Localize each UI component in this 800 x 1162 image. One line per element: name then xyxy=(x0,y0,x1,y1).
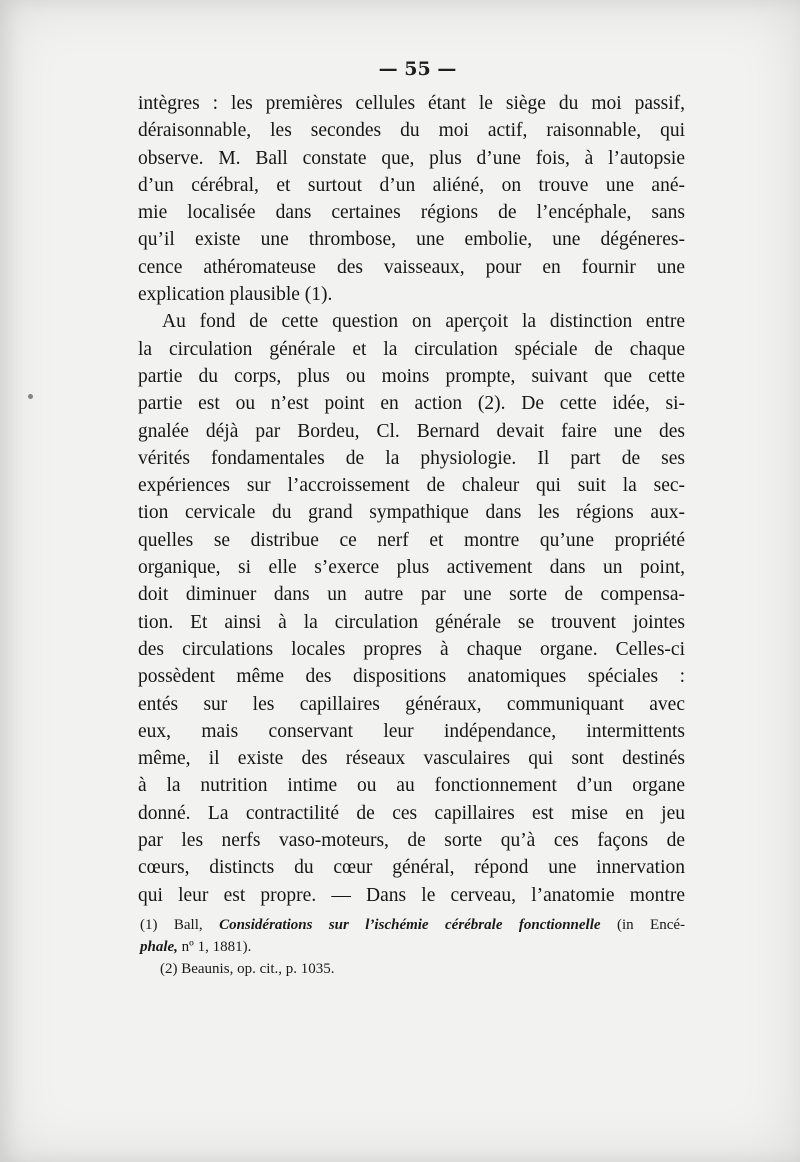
footnote-1-label: (1) Ball, xyxy=(140,917,203,933)
text-line: qu’il existe une thrombose, une embolie, une dégéneres- xyxy=(138,229,685,251)
text-line: vérités fondamentales de la physiologie. Il part de ses xyxy=(138,447,685,469)
margin-ink-spot xyxy=(28,394,33,399)
footnote-1-journal: phale, xyxy=(140,939,178,955)
footnote-1-title: Considérations sur l’ischémie cérébrale fonctionnelle xyxy=(219,917,601,933)
footnote-1-tail: (in Encé- xyxy=(616,917,686,933)
text-line: même, il existe des réseaux vasculaires qui sont destinés xyxy=(138,748,685,770)
text-line: tion. Et ainsi à la circulation générale se trouvent jointes xyxy=(138,611,685,633)
text-line: explication plausible (1). xyxy=(138,284,333,306)
text-line: entés sur les capillaires généraux, communiquant avec xyxy=(138,693,685,715)
text-line: expériences sur l’accroissement de chaleur qui suit la sec- xyxy=(138,475,685,497)
text-line: tion cervicale du grand sympathique dans les régions aux- xyxy=(138,502,685,524)
text-line: mie localisée dans certaines régions de l’encéphale, sans xyxy=(138,202,685,224)
text-line: quelles se distribue ce nerf et montre qu’une propriété xyxy=(138,529,685,551)
text-line: des circulations locales propres à chaque organe. Celles-ci xyxy=(138,638,685,660)
text-line: par les nerfs vaso-moteurs, de sorte qu’à ces façons de xyxy=(138,830,685,852)
text-line: d’un cérébral, et surtout d’un aliéné, on trouve une ané- xyxy=(138,174,685,196)
text-line: partie est ou n’est point en action (2). De cette idée, si- xyxy=(138,393,685,415)
text-line: observe. M. Ball constate que, plus d’une fois, à l’autopsie xyxy=(138,147,685,169)
text-line: gnalée déjà par Bordeu, Cl. Bernard devait faire une des xyxy=(138,420,685,442)
text-line: organique, si elle s’exerce plus activement dans un point, xyxy=(138,557,685,579)
text-line: déraisonnable, les secondes du moi actif, raisonnable, qui xyxy=(138,120,685,142)
footnote-1 xyxy=(140,914,685,936)
text-line: cœurs, distincts du cœur général, répond une innervation xyxy=(138,857,685,879)
footnote-1-continued xyxy=(140,936,685,958)
text-line: eux, mais conservant leur indépendance, intermittents xyxy=(138,720,685,742)
text-line: qui leur est propre. — Dans le cerveau, l’anatomie montre xyxy=(138,884,685,906)
body-text xyxy=(138,90,685,909)
page-number: — 55 — xyxy=(378,58,457,80)
text-line: doit diminuer dans un autre par une sorte de compensa- xyxy=(138,584,685,606)
text-line: la circulation générale et la circulation spéciale de chaque xyxy=(138,338,685,360)
footnote-1-issue: nº 1, 1881). xyxy=(181,939,252,955)
text-line: donné. La contractilité de ces capillaires est mise en jeu xyxy=(138,802,685,824)
footnote-2: (2) Beaunis, op. cit., p. 1035. xyxy=(160,961,335,977)
footnotes xyxy=(140,914,685,980)
text-line: Au fond de cette question on aperçoit la distinction entre xyxy=(162,311,685,333)
text-line: partie du corps, plus ou moins prompte, suivant que cette xyxy=(138,365,685,387)
text-line: à la nutrition intime ou au fonctionnement d’un organe xyxy=(138,775,685,797)
text-line: possèdent même des dispositions anatomiques spéciales : xyxy=(138,666,685,688)
text-line: cence athéromateuse des vaisseaux, pour en fournir une xyxy=(138,256,685,278)
text-line: intègres : les premières cellules étant le siège du moi passif, xyxy=(138,93,685,114)
